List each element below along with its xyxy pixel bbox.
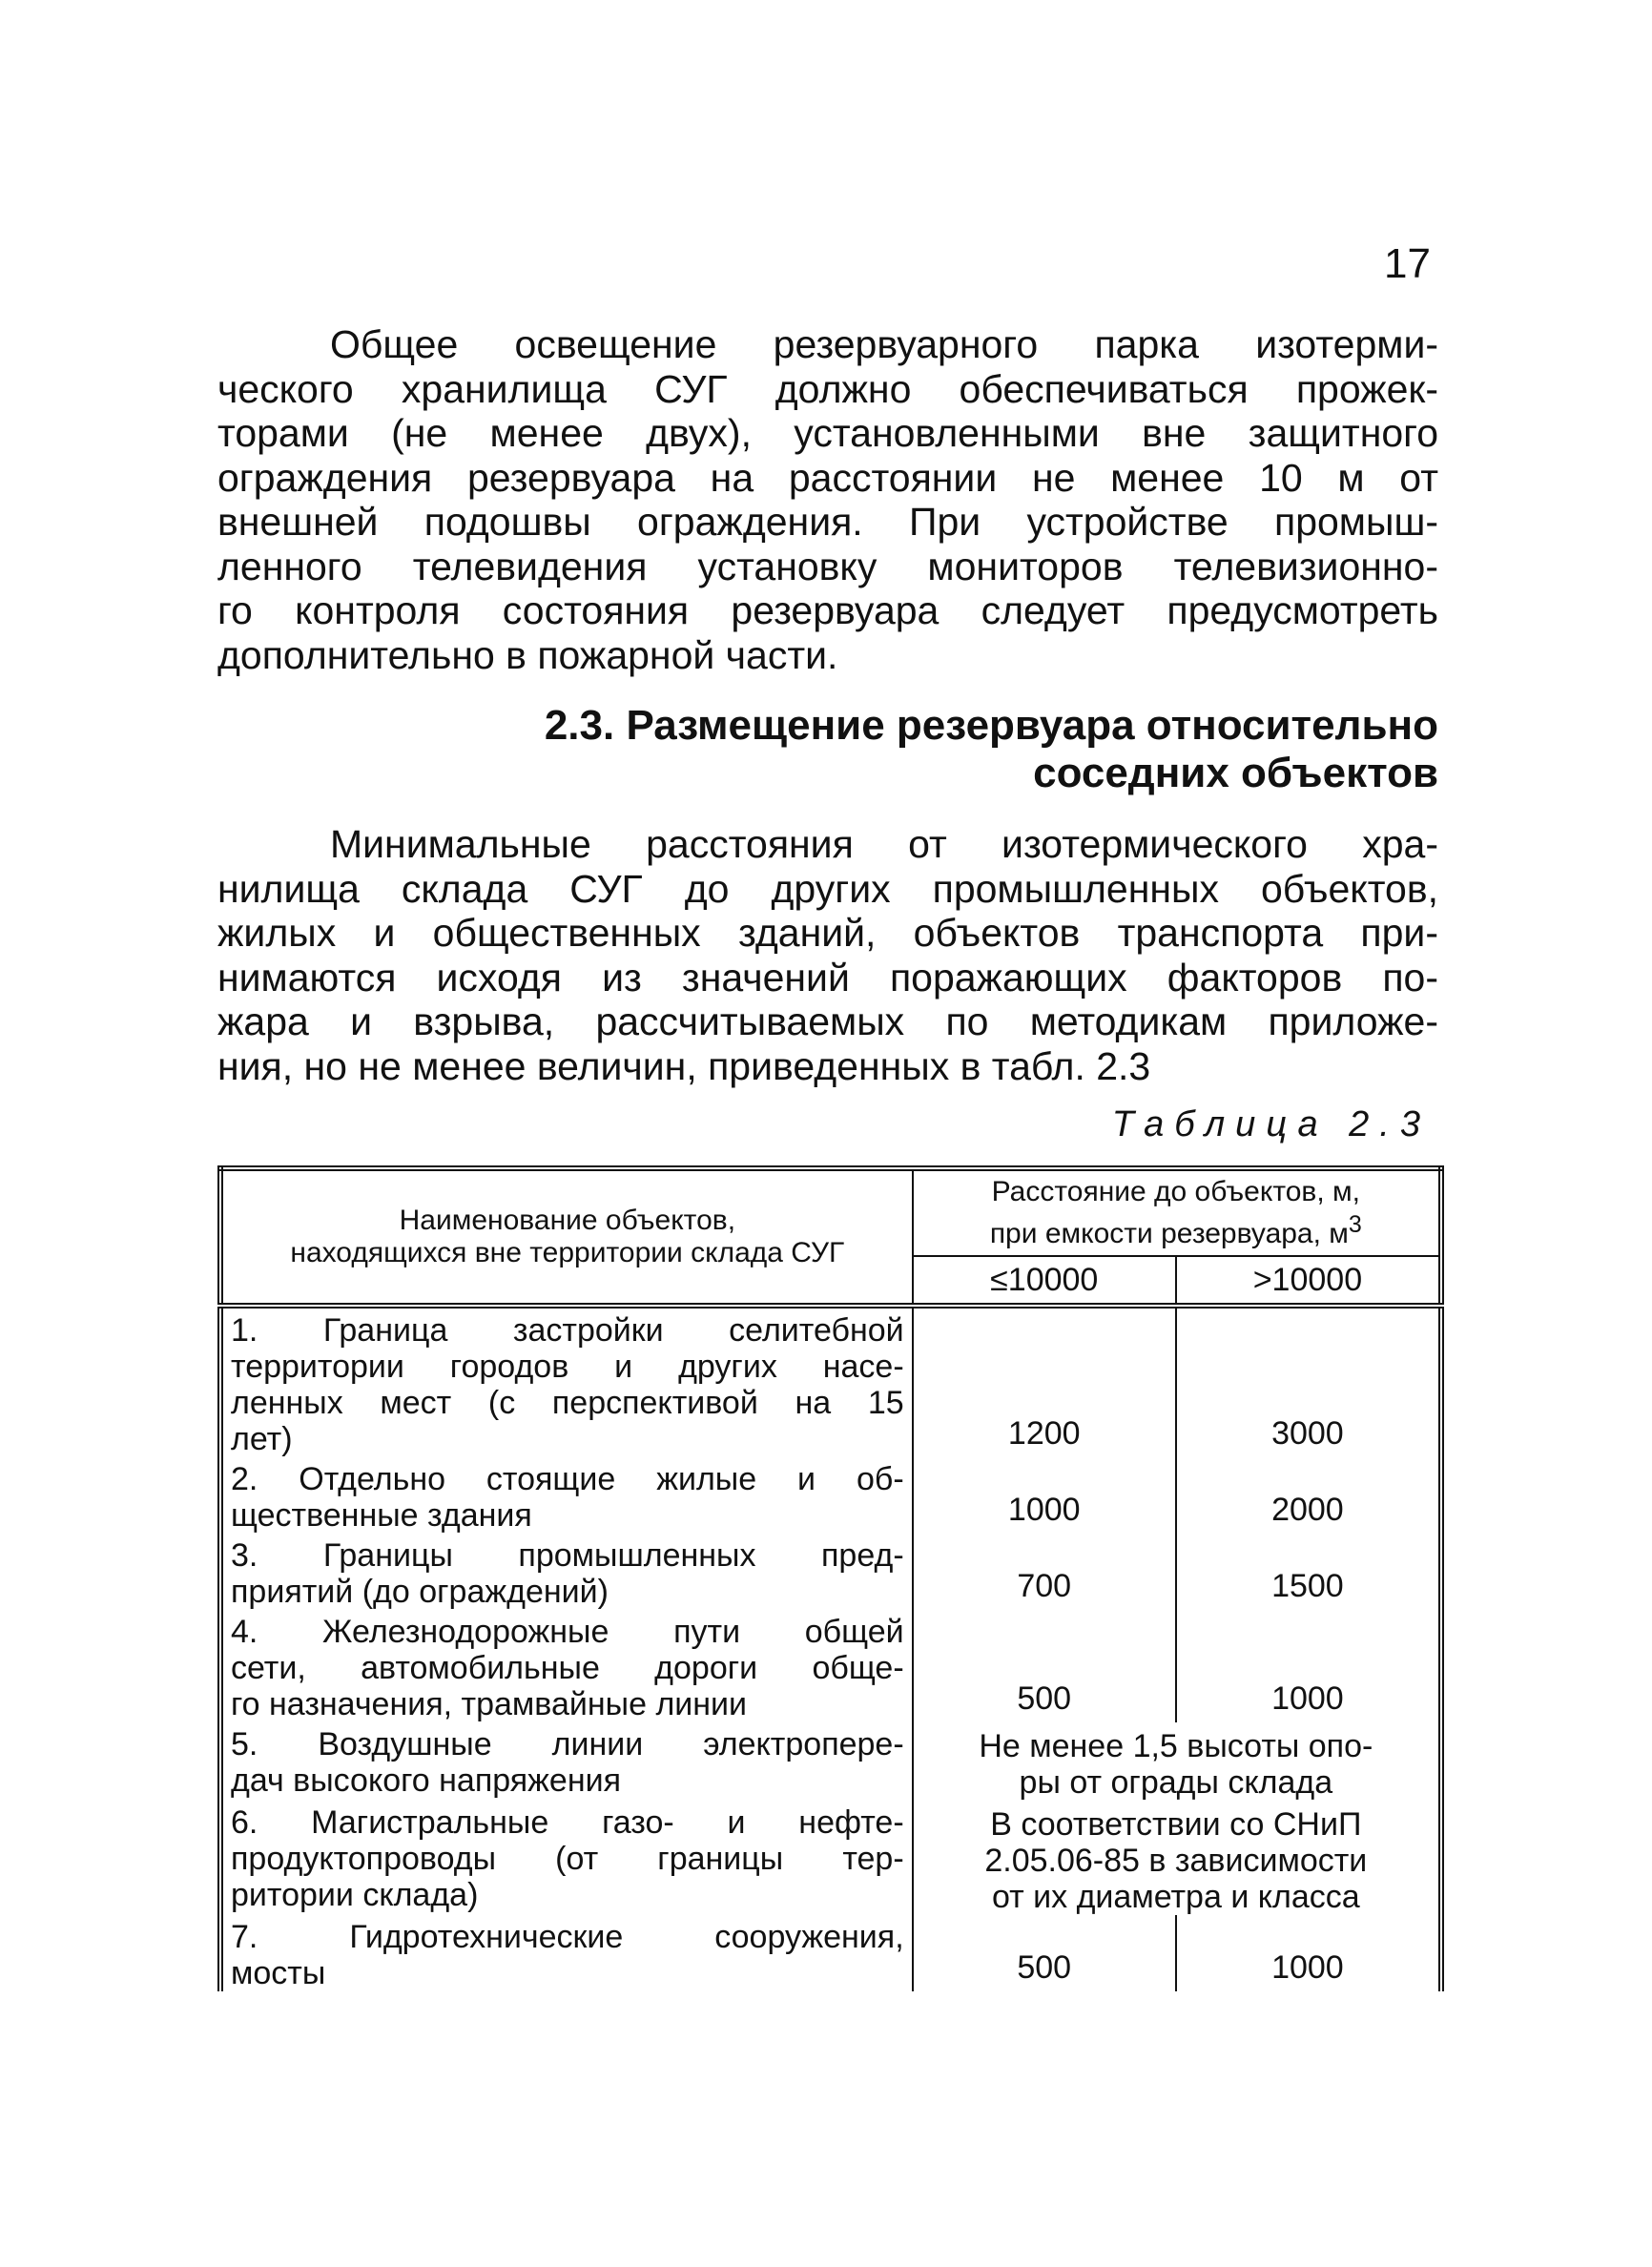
paragraph-line: ния, но не менее величин, приведенных в табл. 2.3: [217, 1043, 1151, 1088]
row-name: [220, 1801, 913, 1915]
row-name-line: ритории склада): [231, 1877, 479, 1913]
row-name: [220, 1306, 913, 1457]
row-value-large: 3000: [1176, 1306, 1441, 1457]
paragraph-line: Общее освещение резервуарного парка изотерми-: [330, 322, 1438, 366]
row-name-line: ленных мест (с перспективой на 15: [231, 1385, 904, 1421]
table-row: [220, 1801, 1441, 1915]
paragraph-line: дополнительно в пожарной части.: [217, 632, 838, 677]
row-name-line: дач высокого напряжения: [231, 1762, 621, 1799]
paragraph-line: торами (не менее двух), установленными вне защитного: [217, 411, 1438, 455]
header-distance-line1: Расстояние до объектов, м,: [991, 1176, 1360, 1207]
header-col-small: ≤10000: [913, 1256, 1176, 1306]
row-name-line: 5. Воздушные линии электропере-: [231, 1726, 904, 1762]
row-name-line: сети, автомобильные дороги обще-: [231, 1650, 904, 1686]
row-name-line: щественные здания: [231, 1497, 532, 1534]
row-value-large: 1000: [1176, 1610, 1441, 1722]
header-unit-superscript: 3: [1348, 1211, 1362, 1238]
row-value-small: 1000: [913, 1457, 1176, 1534]
row-value-small: 500: [913, 1915, 1176, 1991]
row-value-small: 1200: [913, 1306, 1176, 1457]
row-value-large: 1500: [1176, 1534, 1441, 1610]
row-name-line: 2. Отдельно стоящие жилые и об-: [231, 1461, 904, 1497]
paragraph-line: жилых и общественных зданий, объектов транспорта при-: [217, 911, 1438, 955]
header-object-name: [220, 1168, 913, 1306]
row-name-line: 4. Железнодорожные пути общей: [231, 1614, 904, 1650]
paragraph-line: ческого хранилища СУГ должно обеспечиваться прожек-: [217, 366, 1438, 411]
row-name-line: лет): [231, 1421, 293, 1457]
row-value-large: 2000: [1176, 1457, 1441, 1534]
row-name-line: приятий (до ограждений): [231, 1574, 609, 1610]
row-name-line: территории городов и других насе-: [231, 1349, 904, 1385]
row-name-line: 6. Магистральные газо- и нефте-: [231, 1804, 904, 1841]
merged-line: Не менее 1,5 высоты опо-: [979, 1728, 1373, 1764]
row-name-line: 3. Границы промышленных пред-: [231, 1537, 904, 1574]
header-distance: [913, 1168, 1441, 1256]
table-caption: Таблица 2.3: [1111, 1104, 1431, 1144]
header-name-line2: находящихся вне территории склада СУГ: [290, 1237, 845, 1268]
table-row: [220, 1534, 1441, 1610]
row-value-small: 500: [913, 1610, 1176, 1722]
row-name-line: продуктопроводы (от границы тер-: [231, 1841, 904, 1877]
table-row: [220, 1457, 1441, 1534]
table-row: [220, 1306, 1441, 1457]
table-row: [220, 1915, 1441, 1991]
row-name-line: 7. Гидротехнические сооружения,: [231, 1919, 904, 1955]
header-name-line1: Наименование объектов,: [399, 1205, 736, 1236]
paragraph-line: ленного телевидения установку мониторов телевизионно-: [217, 544, 1438, 588]
table-row: [220, 1610, 1441, 1722]
section-heading-line2: соседних объектов: [1033, 750, 1438, 796]
row-value-small: 700: [913, 1534, 1176, 1610]
merged-line: ры от ограды склада: [1019, 1764, 1333, 1801]
row-merged-value: [913, 1801, 1441, 1915]
row-name: [220, 1457, 913, 1534]
paragraph-line: ограждения резервуара на расстоянии не менее 10 м от: [217, 455, 1438, 500]
merged-line: от их диаметра и класса: [991, 1879, 1360, 1915]
header-col-large: >10000: [1176, 1256, 1441, 1306]
section-heading: [545, 702, 1438, 797]
distance-table-container: [217, 1165, 1444, 2024]
table-row: [220, 1722, 1441, 1801]
row-name: [220, 1534, 913, 1610]
merged-line: В соответствии со СНиП: [990, 1806, 1362, 1843]
paragraph-line: го контроля состояния резервуара следует предусмотреть: [217, 588, 1438, 632]
row-merged-value: [913, 1722, 1441, 1801]
header-distance-line2: при емкости резервуара, м: [989, 1218, 1349, 1249]
section-heading-line1: 2.3. Размещение резервуара относительно: [544, 702, 1438, 749]
paragraph-line: Минимальные расстояния от изотермического хра-: [330, 822, 1438, 866]
row-name: [220, 1722, 913, 1801]
row-value-large: 1000: [1176, 1915, 1441, 1991]
paragraph-lighting: [217, 322, 1438, 677]
paragraph-line: жара и взрыва, рассчитываемых по методикам приложе-: [217, 1000, 1438, 1043]
row-name-line: 1. Граница застройки селитебной: [231, 1312, 904, 1349]
paragraph-line: внешней подошвы ограждения. При устройстве промыш-: [217, 500, 1438, 544]
row-name: [220, 1915, 913, 1991]
distance-table: [217, 1165, 1444, 1991]
merged-line: 2.05.06-85 в зависимости: [984, 1843, 1368, 1879]
paragraph-distances: [217, 822, 1438, 1088]
row-name: [220, 1610, 913, 1722]
paragraph-line: нимаются исходя из значений поражающих факторов по-: [217, 955, 1438, 1000]
paragraph-line: нилища склада СУГ до других промышленных объектов,: [217, 866, 1438, 911]
row-name-line: го назначения, трамвайные линии: [231, 1686, 748, 1722]
row-name-line: мосты: [231, 1955, 326, 1991]
page-number: 17: [1384, 240, 1431, 287]
